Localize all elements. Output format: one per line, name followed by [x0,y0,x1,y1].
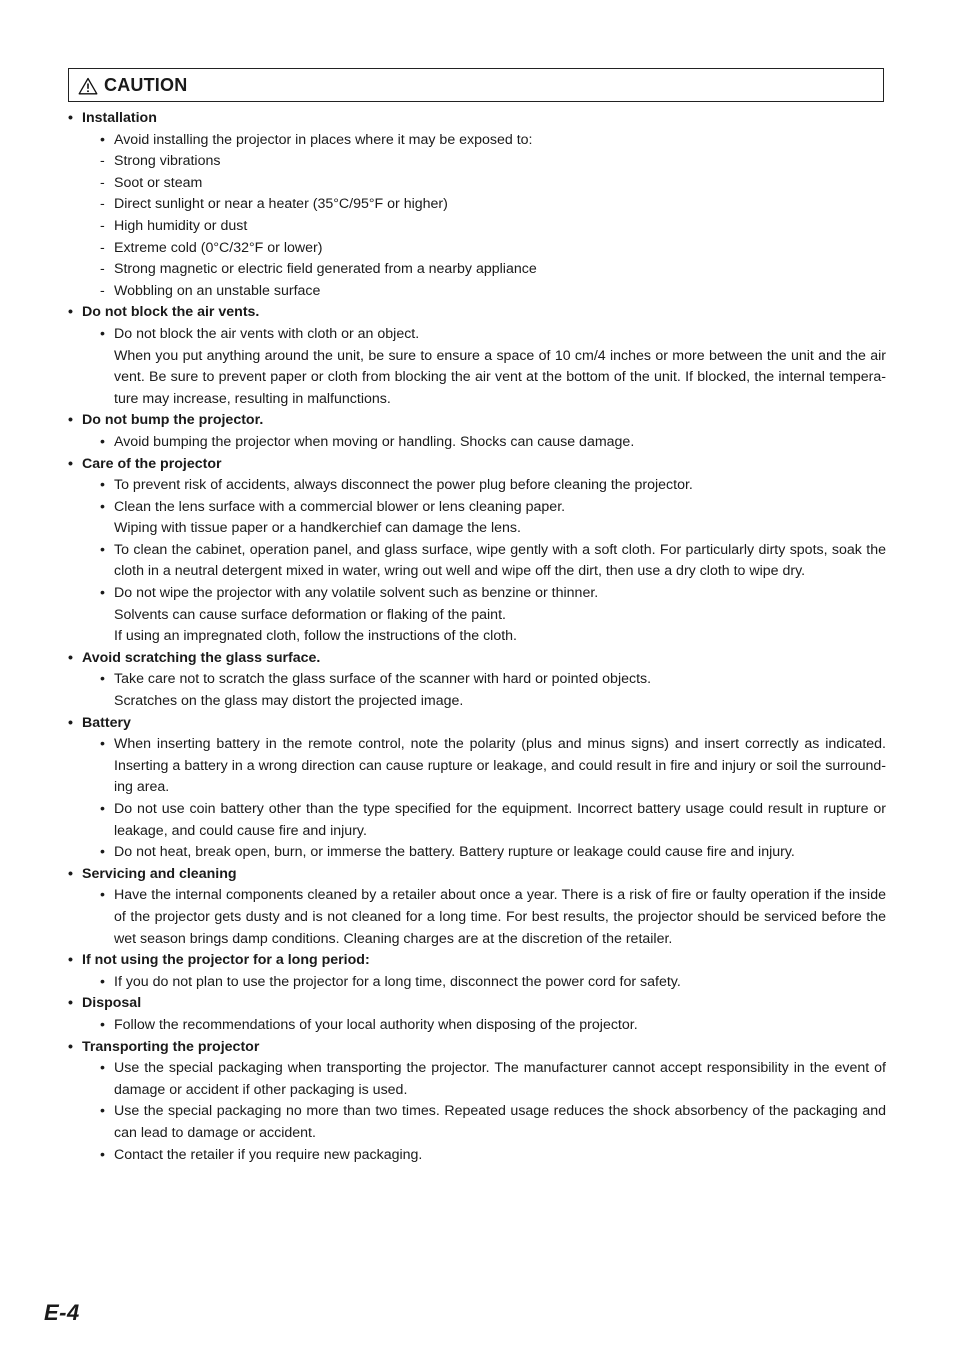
item-text: To clean the cabinet, operation panel, and glass surface, wipe gently with a soft cloth. For particularly dirty spots, soak the cloth in a neutral detergent mixed in water, wring out well and wipe off the dirt, then use a dry cloth to wipe dry. [114,541,886,580]
item-text: Strong vibrations [114,153,221,170]
item-text: Use the special packaging no more than two times. Repeated usage reduces the shock absorbency of the packaging and can lead to damage or accident. [114,1103,886,1141]
list-item [68,259,886,281]
item-text: Avoid installing the projector in places where it may be exposed to: [114,131,533,148]
caution-title: CAUTION [104,75,188,95]
section-title: Do not block the air vents. [82,304,260,321]
list-item [68,475,886,497]
section-heading [68,302,886,324]
item-text: Strong magnetic or electric field generated from a nearby appliance [114,261,537,278]
dash-marker: - [100,239,105,256]
list-item [68,1145,886,1167]
dash-marker: - [100,153,105,170]
bullet-icon: • [100,477,105,494]
list-item [68,130,886,152]
list-item [68,799,886,842]
caution-content [68,108,886,1166]
list-item [68,497,886,540]
item-text: If you do not plan to use the projector for a long time, disconnect the power cord for safety. [114,973,681,990]
bullet-icon: • [68,110,73,126]
section-heading [68,1037,886,1059]
bullet-icon: • [100,433,105,450]
item-text: When inserting battery in the remote control, note the polarity (plus and minus signs) and insert correctly as indicated. Inserting a battery in a wrong direction can cause rupture or leakage, and could result in fire and injury or soil the surround-ing area. [114,736,886,796]
bullet-icon: • [100,1103,105,1120]
section-heading [68,108,886,130]
section-heading [68,713,886,735]
section-heading [68,993,886,1015]
item-text: Do not block the air vents with cloth or an object. [114,325,420,342]
bullet-icon: • [100,973,105,990]
bullet-icon: • [100,844,105,861]
section-title: Disposal [82,995,142,1012]
section-title: Servicing and cleaning [82,865,237,882]
bullet-icon: • [68,995,73,1012]
bullet-icon: • [100,887,105,904]
page-number: E-4 [44,1300,80,1325]
bullet-icon: • [100,131,105,148]
item-text: Have the internal components cleaned by a retailer about once a year. There is a risk of fire or faulty operation if the inside of the projector gets dusty and is not cleaned for a long time. For best results, the projector should be serviced before the wet season brings damp conditions. Cleaning charges are at the discretion of the retailer. [114,887,886,947]
section-heading [68,410,886,432]
dash-marker: - [100,174,105,191]
bullet-icon: • [100,1016,105,1033]
dash-marker: - [100,196,105,213]
list-item [68,885,886,950]
bullet-icon: • [68,649,73,666]
bullet-icon: • [68,952,73,969]
bullet-icon: • [68,412,73,429]
item-text: Follow the recommendations of your local authority when disposing of the projector. [114,1016,638,1033]
bullet-icon: • [100,1146,105,1163]
list-item [68,1101,886,1144]
section-title: Battery [82,714,131,731]
item-text: When you put anything around the unit, be sure to ensure a space of 10 cm/4 inches or more between the unit and the air vent. Be sure to prevent paper or cloth from blocking the air vent at the bottom of the unit. If blocked, the internal tempera-ture may increase, resulting in malfunctions. [114,347,886,407]
item-text: Do not wipe the projector with any volatile solvent such as benzine or thinner. [114,585,599,602]
list-item [68,1058,886,1101]
dash-marker: - [100,261,105,278]
bullet-icon: • [68,1038,73,1055]
list-item [68,238,886,260]
list-item [68,216,886,238]
section-heading [68,648,886,670]
item-text: Direct sunlight or near a heater (35°C/95°F or higher) [114,196,448,213]
list-item [68,972,886,994]
bullet-icon: • [100,1060,105,1077]
item-text: Clean the lens surface with a commercial blower or lens cleaning paper. [114,498,566,515]
dash-marker: - [100,282,105,299]
list-item [68,669,886,712]
list-item [68,734,886,799]
list-item [68,540,886,583]
item-text: Scratches on the glass may distort the projected image. [114,693,464,710]
bullet-icon: • [100,585,105,602]
bullet-icon: • [100,671,105,688]
list-item [68,281,886,303]
item-text: Wobbling on an unstable surface [114,282,321,299]
bullet-icon: • [100,325,105,342]
list-item [68,432,886,454]
list-item [68,324,886,410]
section-title: If not using the projector for a long period: [82,952,370,969]
bullet-icon: • [68,455,73,472]
bullet-icon: • [68,304,73,321]
warning-triangle-icon [78,77,98,95]
section-heading [68,950,886,972]
item-text: Wiping with tissue paper or a handkerchief can damage the lens. [114,520,521,537]
item-text: Avoid bumping the projector when moving or handling. Shocks can cause damage. [114,433,635,450]
item-text: Use the special packaging when transporting the projector. The manufacturer cannot accept responsibility in the event of damage or accident if other packaging is used. [114,1060,886,1098]
item-text: If using an impregnated cloth, follow the instructions of the cloth. [114,628,517,645]
bullet-icon: • [100,801,105,817]
item-text: Soot or steam [114,174,203,191]
dash-marker: - [100,217,105,234]
list-item [68,1015,886,1037]
bullet-icon: • [68,865,73,882]
bullet-icon: • [100,498,105,515]
list-item [68,151,886,173]
list-item [68,842,886,864]
list-item [68,194,886,216]
item-text: Solvents can cause surface deformation or flaking of the paint. [114,606,506,623]
section-heading [68,864,886,886]
section-heading [68,454,886,476]
section-title: Transporting the projector [82,1038,260,1055]
section-title: Installation [82,110,157,126]
item-text: High humidity or dust [114,217,248,234]
item-text: Extreme cold (0°C/32°F or lower) [114,239,323,256]
item-text: Contact the retailer if you require new packaging. [114,1146,423,1163]
list-item [68,583,886,648]
bullet-icon: • [100,736,105,753]
item-text: Do not heat, break open, burn, or immerse the battery. Battery rupture or leakage could cause fire and injury. [114,844,795,861]
section-title: Care of the projector [82,455,222,472]
item-text: Take care not to scratch the glass surface of the scanner with hard or pointed objects. [114,671,652,688]
caution-header [68,68,884,102]
section-title: Do not bump the projector. [82,412,264,429]
list-item [68,173,886,195]
item-text: Do not use coin battery other than the type specified for the equipment. Incorrect battery usage could result in rupture or leakage, and could cause fire and injury. [114,801,886,839]
bullet-icon: • [68,714,73,731]
section-title: Avoid scratching the glass surface. [82,649,321,666]
item-text: To prevent risk of accidents, always disconnect the power plug before cleaning the projector. [114,477,693,494]
bullet-icon: • [100,541,105,558]
